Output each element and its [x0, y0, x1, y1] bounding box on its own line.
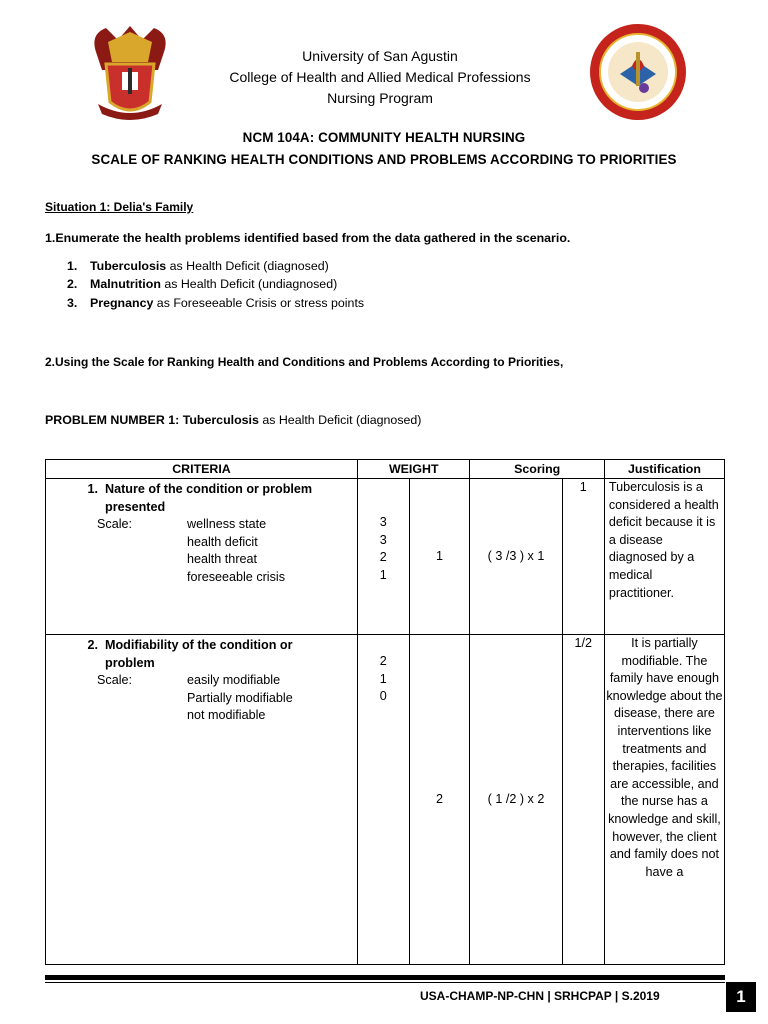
problem-name: Pregnancy — [90, 296, 154, 310]
scoring-header: Scoring — [470, 460, 604, 479]
footer-divider — [45, 982, 725, 983]
criteria-number: 2. — [87, 638, 98, 652]
document-title: SCALE OF RANKING HEALTH CONDITIONS AND PROBLEMS ACCORDING TO PRIORITIES — [91, 152, 677, 167]
weight-header: WEIGHT — [358, 460, 470, 479]
scale-option: foreseeable crisis — [187, 569, 285, 584]
university-name: University of San Agustin — [302, 48, 458, 64]
table-header-row — [46, 460, 725, 479]
scale-value: 3 — [379, 532, 387, 547]
justification-cell: It is partially modifiable. The family have enough knowledge about the disease, there are interventions like treatments and therapies, facilities are accessible, and the nurse has a knowledge and skill, however, the client and family does not have a — [604, 635, 724, 965]
scale-label: Scale: — [97, 517, 133, 532]
scale-value: 2 — [379, 550, 387, 565]
scale-value: 2 — [379, 654, 387, 668]
criteria-cell — [46, 635, 358, 965]
scale-option: wellness state — [187, 517, 267, 532]
problem-number-name: Tuberculosis — [182, 413, 259, 427]
question-2: 2.Using the Scale for Ranking Health and Conditions and Problems According to Priorities, — [45, 355, 564, 369]
scale-option: easily modifiable — [187, 673, 281, 688]
situation-heading: Situation 1: Delia's Family — [45, 200, 194, 214]
ranking-table — [45, 459, 725, 965]
weight-cell: 2 — [409, 635, 470, 965]
footer-text: USA-CHAMP-NP-CHN | SRHCPAP | S.2019 — [420, 989, 660, 1003]
problem-description: as Foreseeable Crisis or stress points — [153, 296, 365, 310]
college-name: College of Health and Allied Medical Professions — [229, 69, 531, 85]
criteria-title: Modifiability of the condition or problem — [105, 638, 293, 670]
scale-values-cell — [358, 479, 410, 635]
table-row — [46, 479, 725, 635]
problem-list-item — [67, 277, 337, 291]
problem-number: 1. — [67, 259, 78, 273]
scale-option: health threat — [187, 552, 258, 567]
criteria-header: CRITERIA — [46, 460, 358, 479]
page-number: 1 — [726, 982, 756, 1012]
scale-label: Scale: — [97, 673, 133, 688]
criteria-number: 1. — [87, 482, 98, 496]
scale-value: 1 — [379, 567, 387, 582]
justification-header: Justification — [604, 460, 724, 479]
problem-number: 2. — [67, 277, 78, 291]
scoring-formula-cell: ( 3 /3 ) x 1 — [470, 479, 562, 635]
college-seal-logo — [588, 22, 688, 122]
question-1: 1.Enumerate the health problems identified based from the data gathered in the scenario. — [45, 231, 571, 245]
criteria-cell — [46, 479, 358, 635]
problem-list-item — [67, 296, 364, 310]
table-row — [46, 635, 725, 965]
scale-values-cell — [358, 635, 410, 965]
scale-value: 3 — [379, 515, 387, 529]
criteria-title: Nature of the condition or problem presented — [105, 482, 313, 514]
problem-name: Malnutrition — [90, 277, 161, 291]
scale-value: 0 — [379, 689, 387, 704]
footer-bar — [45, 975, 725, 980]
problem-number: 3. — [67, 296, 78, 310]
scale-option: health deficit — [187, 534, 258, 549]
problem-description: as Health Deficit (diagnosed) — [166, 259, 329, 273]
university-seal-logo — [88, 22, 172, 122]
problem-number-heading — [45, 413, 421, 427]
score-cell: 1 — [562, 479, 604, 635]
scoring-formula-cell: ( 1 /2 ) x 2 — [470, 635, 562, 965]
problem-number-label: PROBLEM NUMBER 1: — [45, 413, 183, 427]
problem-number-desc: as Health Deficit (diagnosed) — [258, 413, 422, 427]
problem-name: Tuberculosis — [90, 259, 167, 273]
problem-list-item — [67, 259, 329, 273]
scale-option: not modifiable — [187, 708, 266, 723]
course-title: NCM 104A: COMMUNITY HEALTH NURSING — [242, 130, 526, 145]
weight-cell: 1 — [409, 479, 470, 635]
justification-cell: Tuberculosis is a considered a health deficit because it is a disease diagnosed by a medical practitioner. — [604, 479, 724, 635]
score-cell: 1/2 — [562, 635, 604, 965]
program-name: Nursing Program — [327, 90, 433, 106]
scale-option: Partially modifiable — [187, 690, 293, 705]
scale-value: 1 — [379, 671, 387, 686]
problem-description: as Health Deficit (undiagnosed) — [160, 277, 338, 291]
